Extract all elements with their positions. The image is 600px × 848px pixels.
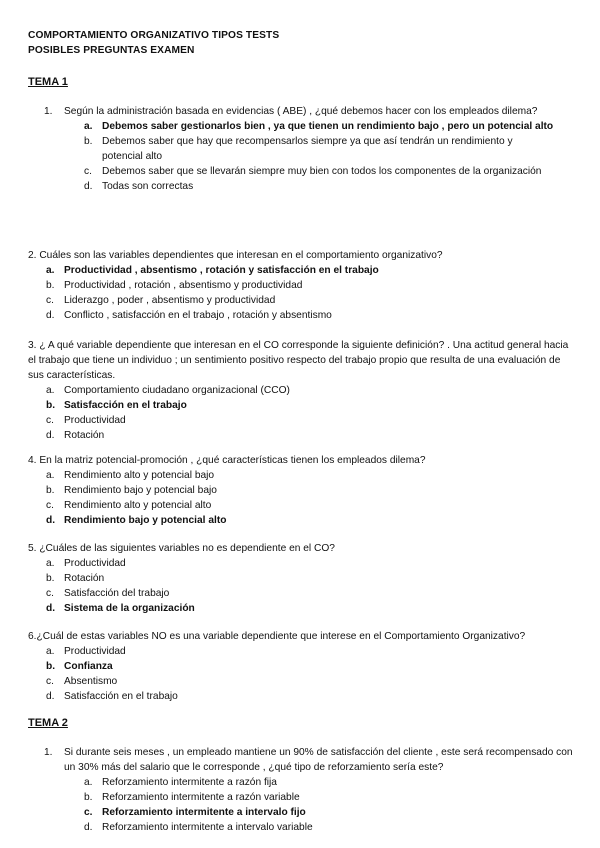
option-text: Reforzamiento intermitente a intervalo variable	[102, 822, 313, 833]
option-correct	[46, 398, 576, 413]
option-text: Rendimiento bajo y potencial alto	[64, 515, 227, 526]
option-text: Sistema de la organización	[64, 603, 195, 614]
option-letter: a.	[46, 385, 55, 396]
option	[46, 293, 576, 308]
option-text: Absentismo	[64, 676, 118, 687]
option-text: Reforzamiento intermitente a intervalo fijo	[102, 807, 306, 818]
option-list	[46, 263, 576, 323]
option-letter: d.	[84, 181, 93, 192]
option-list	[46, 556, 576, 616]
question-2	[28, 248, 576, 323]
option-correct	[84, 805, 584, 820]
option-text: Reforzamiento intermitente a razón variable	[102, 792, 300, 803]
option-letter: a.	[46, 265, 55, 276]
option-text: Debemos saber que se llevarán siempre muy bien con todos los componentes de la organización	[102, 166, 542, 177]
option-letter: a.	[46, 470, 55, 481]
option-letter: c.	[46, 295, 54, 306]
option	[46, 278, 576, 293]
option-letter: b.	[46, 661, 56, 672]
option	[84, 164, 554, 179]
option	[46, 644, 588, 659]
question-1	[44, 104, 554, 194]
option-correct	[46, 659, 588, 674]
option-text: Debemos saber gestionarlos bien , ya que tienen un rendimiento bajo , pero un potencial alto	[102, 121, 554, 132]
option	[46, 586, 576, 601]
option-list	[46, 644, 588, 704]
option-text: Rotación	[64, 430, 105, 441]
option	[84, 134, 554, 164]
option-text: Rendimiento bajo y potencial bajo	[64, 485, 217, 496]
option	[84, 775, 584, 790]
option-letter: b.	[46, 280, 55, 291]
question-stem: Si durante seis meses , un empleado mantiene un 90% de satisfacción del cliente , este será recompensado con un 30% más del salario que le corresponde , ¿qué tipo de reforzamiento sería este?	[64, 747, 573, 773]
question-stem: 2. Cuáles son las variables dependientes que interesan en el comportamiento organizativo?	[28, 250, 443, 261]
option-list	[46, 468, 576, 528]
option-list	[84, 775, 584, 835]
option-letter: b.	[46, 400, 56, 411]
question-stem: 3. ¿ A qué variable dependiente que interesan en el CO corresponde la siguiente definición? . Una actitud general hacia el trabajo que tiene un individuo ; un sentimiento positivo respecto del trabajo propio que resulta de una evaluación de sus características.	[28, 340, 569, 381]
option-text: Productividad	[64, 558, 126, 569]
option	[84, 820, 584, 835]
option-letter: d.	[84, 822, 93, 833]
option-text: Liderazgo , poder , absentismo y productividad	[64, 295, 276, 306]
option-letter: b.	[84, 136, 93, 147]
question-number: 1.	[44, 106, 53, 117]
option-list	[84, 119, 554, 194]
option	[46, 468, 576, 483]
option-text: Satisfacción en el trabajo	[64, 691, 178, 702]
option	[46, 498, 576, 513]
option	[46, 571, 576, 586]
option-text: Rendimiento alto y potencial alto	[64, 500, 212, 511]
option-letter: d.	[46, 515, 56, 526]
question-4	[28, 453, 576, 528]
section-heading-tema1: TEMA 1	[28, 76, 68, 88]
section-heading-tema2: TEMA 2	[28, 717, 68, 729]
option-text: Todas son correctas	[102, 181, 194, 192]
option-letter: c.	[84, 166, 92, 177]
question-tema2-1	[44, 745, 584, 835]
option-list	[46, 383, 576, 443]
option-letter: a.	[46, 646, 55, 657]
question-5	[28, 541, 576, 616]
option-letter: b.	[46, 573, 55, 584]
option-correct	[84, 119, 554, 134]
option	[46, 483, 576, 498]
option-letter: b.	[84, 792, 93, 803]
option-letter: b.	[46, 485, 55, 496]
option	[46, 383, 576, 398]
option-text: Satisfacción del trabajo	[64, 588, 170, 599]
document-title: COMPORTAMIENTO ORGANIZATIVO TIPOS TESTS	[28, 30, 280, 41]
option-letter: d.	[46, 310, 55, 321]
option-letter: c.	[46, 676, 54, 687]
option-text: Comportamiento ciudadano organizacional (CCO)	[64, 385, 290, 396]
document-subtitle: POSIBLES PREGUNTAS EXAMEN	[28, 45, 195, 56]
question-stem: 5. ¿Cuáles de las siguientes variables no es dependiente en el CO?	[28, 543, 335, 554]
option-letter: d.	[46, 603, 56, 614]
option-text: Reforzamiento intermitente a razón fija	[102, 777, 277, 788]
option-text: Productividad	[64, 646, 126, 657]
option	[46, 428, 576, 443]
question-stem: Según la administración basada en evidencias ( ABE) , ¿qué debemos hacer con los empleados dilema?	[64, 106, 538, 117]
option-text: Productividad , absentismo , rotación y satisfacción en el trabajo	[64, 265, 379, 276]
option-letter: a.	[84, 121, 93, 132]
option-text: Rendimiento alto y potencial bajo	[64, 470, 215, 481]
option-correct	[46, 263, 576, 278]
option-letter: a.	[46, 558, 55, 569]
option-letter: d.	[46, 691, 55, 702]
option-text: Rotación	[64, 573, 105, 584]
option-letter: c.	[46, 588, 54, 599]
question-6	[28, 629, 588, 704]
option	[46, 308, 576, 323]
option-text: Satisfacción en el trabajo	[64, 400, 187, 411]
question-number: 1.	[44, 747, 53, 758]
option-text: Confianza	[64, 661, 113, 672]
option-text: Conflicto , satisfacción en el trabajo , rotación y absentismo	[64, 310, 332, 321]
option	[46, 689, 588, 704]
option-correct	[46, 601, 576, 616]
option	[46, 674, 588, 689]
option-correct	[46, 513, 576, 528]
option-letter: c.	[46, 500, 54, 511]
question-3	[28, 338, 576, 443]
option-text: Productividad , rotación , absentismo y productividad	[64, 280, 303, 291]
question-stem: 6.¿Cuál de estas variables NO es una variable dependiente que interese en el Comportamiento Organizativo?	[28, 631, 526, 642]
option	[46, 556, 576, 571]
option	[46, 413, 576, 428]
question-stem: 4. En la matriz potencial-promoción , ¿qué características tienen los empleados dilema?	[28, 455, 426, 466]
option-letter: d.	[46, 430, 55, 441]
option	[84, 179, 554, 194]
option-letter: c.	[84, 807, 93, 818]
option-letter: c.	[46, 415, 54, 426]
option	[84, 790, 584, 805]
option-letter: a.	[84, 777, 93, 788]
option-text: Productividad	[64, 415, 126, 426]
option-text: Debemos saber que hay que recompensarlos siempre ya que así tendrán un rendimiento y potencial alto	[102, 136, 513, 162]
